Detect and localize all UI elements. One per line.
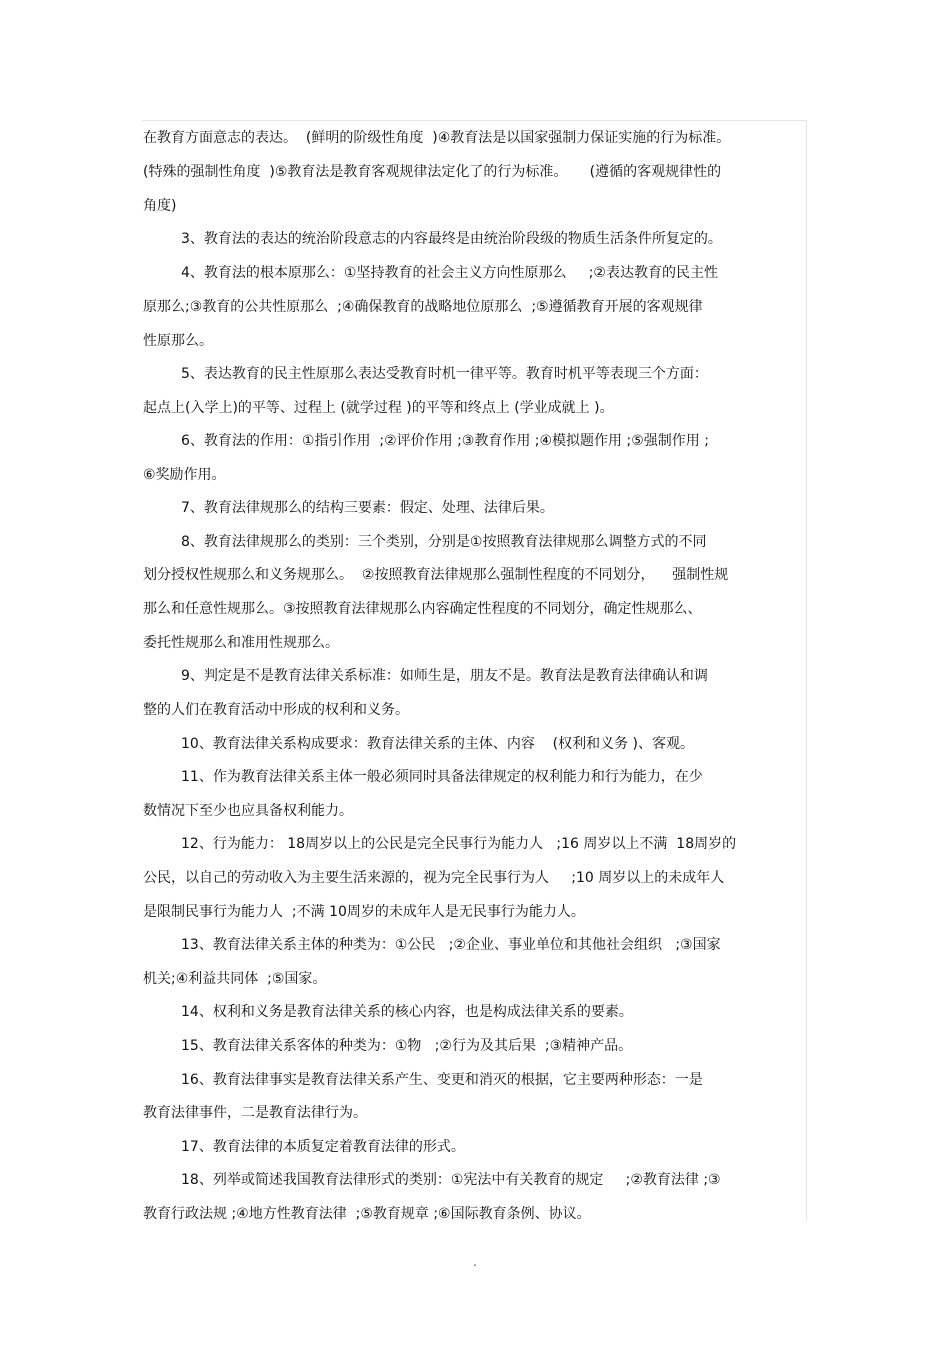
text-line: 18、列举或简述我国教育法律形式的类别：①宪法中有关教育的规定 ;②教育法律 ;③ bbox=[181, 1172, 721, 1188]
text-line: 机关;④利益共同体 ;⑤国家。 bbox=[143, 971, 327, 987]
text-line: 原那么;③教育的公共性原那么 ;④确保教育的战略地位原那么 ;⑤遵循教育开展的客观规律 bbox=[143, 299, 703, 315]
text-line: 3、教育法的表达的统治阶段意志的内容最终是由统治阶段级的物质生活条件所复定的。 bbox=[181, 231, 722, 247]
text-line: 14、权利和义务是教育法律关系的核心内容，也是构成法律关系的要素。 bbox=[181, 1004, 633, 1020]
text-line: 9、判定是不是教育法律关系标准：如师生是，朋友不是。教育法是教育法律确认和调 bbox=[181, 668, 708, 684]
text-line: 11、作为教育法律关系主体一般必须同时具备法律规定的权利能力和行为能力，在少 bbox=[181, 769, 703, 785]
text-line: 6、教育法的作用：①指引作用 ;②评价作用 ;③教育作用 ;④模拟题作用 ;⑤强制作用 ; bbox=[181, 433, 709, 449]
text-line: 7、教育法律规那么的结构三要素：假定、处理、法律后果。 bbox=[181, 500, 554, 516]
text-line: 那么和任意性规那么。③按照教育法律规那么内容确定性程度的不同划分，确定性规那么、 bbox=[143, 601, 702, 617]
text-line: 12、行为能力： 18周岁以上的公民是完全民事行为能力人 ;16 周岁以上不满 18周岁的 bbox=[181, 836, 737, 852]
text-line: 公民，以自己的劳动收入为主要生活来源的，视为完全民事行为人 ;10 周岁以上的未成年人 bbox=[143, 870, 725, 886]
text-line: 在教育方面意志的表达。 (鲜明的阶级性角度 )④教育法是以国家强制力保证实施的行为标准。 bbox=[143, 130, 731, 146]
text-line: 性原那么。 bbox=[143, 333, 213, 349]
text-line: 角度) bbox=[143, 198, 177, 214]
text-line: 起点上(入学上)的平等、过程上 (就学过程 )的平等和终点上 (学业成就上 )。 bbox=[143, 400, 614, 416]
text-line: 教育法律事件，二是教育法律行为。 bbox=[143, 1105, 367, 1121]
text-line: 教育行政法规 ;④地方性教育法律 ;⑤教育规章 ;⑥国际教育条例、协议。 bbox=[143, 1206, 591, 1222]
text-line: ⑥奖励作用。 bbox=[143, 467, 226, 483]
text-line: 委托性规那么和准用性规那么。 bbox=[143, 635, 339, 651]
text-line: 8、教育法律规那么的类别：三个类别，分别是①按照教育法律规那么调整方式的不同 bbox=[181, 534, 707, 550]
text-line: 17、教育法律的本质复定着教育法律的形式。 bbox=[181, 1139, 465, 1155]
text-line: 整的人们在教育活动中形成的权利和义务。 bbox=[143, 702, 409, 718]
text-line: 15、教育法律关系客体的种类为：①物 ;②行为及其后果 ;③精神产品。 bbox=[181, 1038, 633, 1054]
text-line: 是限制民事行为能力人 ;不满 10周岁的未成年人是无民事行为能力人。 bbox=[143, 904, 585, 920]
text-line: 4、教育法的根本原那么：①坚持教育的社会主义方向性原那么 ;②表达教育的民主性 bbox=[181, 265, 718, 281]
footer-mark: . bbox=[473, 1255, 477, 1269]
text-line: (特殊的强制性角度 )⑤教育法是教育客观规律法定化了的行为标准。 (遵循的客观规律性的 bbox=[143, 164, 722, 180]
text-line: 10、教育法律关系构成要求：教育法律关系的主体、内容 (权利和义务 )、客观。 bbox=[181, 736, 694, 752]
text-line: 数情况下至少也应具备权利能力。 bbox=[143, 803, 353, 819]
text-line: 5、表达教育的民主性原那么表达受教育时机一律平等。教育时机平等表现三个方面： bbox=[181, 366, 708, 382]
text-line: 划分授权性规那么和义务规那么。 ②按照教育法律规那么强制性程度的不同划分， 强制性规 bbox=[143, 567, 729, 583]
text-line: 16、教育法律事实是教育法律关系产生、变更和消灭的根据，它主要两种形态：一是 bbox=[181, 1072, 703, 1088]
text-line: 13、教育法律关系主体的种类为：①公民 ;②企业、事业单位和其他社会组织 ;③国家 bbox=[181, 937, 721, 953]
